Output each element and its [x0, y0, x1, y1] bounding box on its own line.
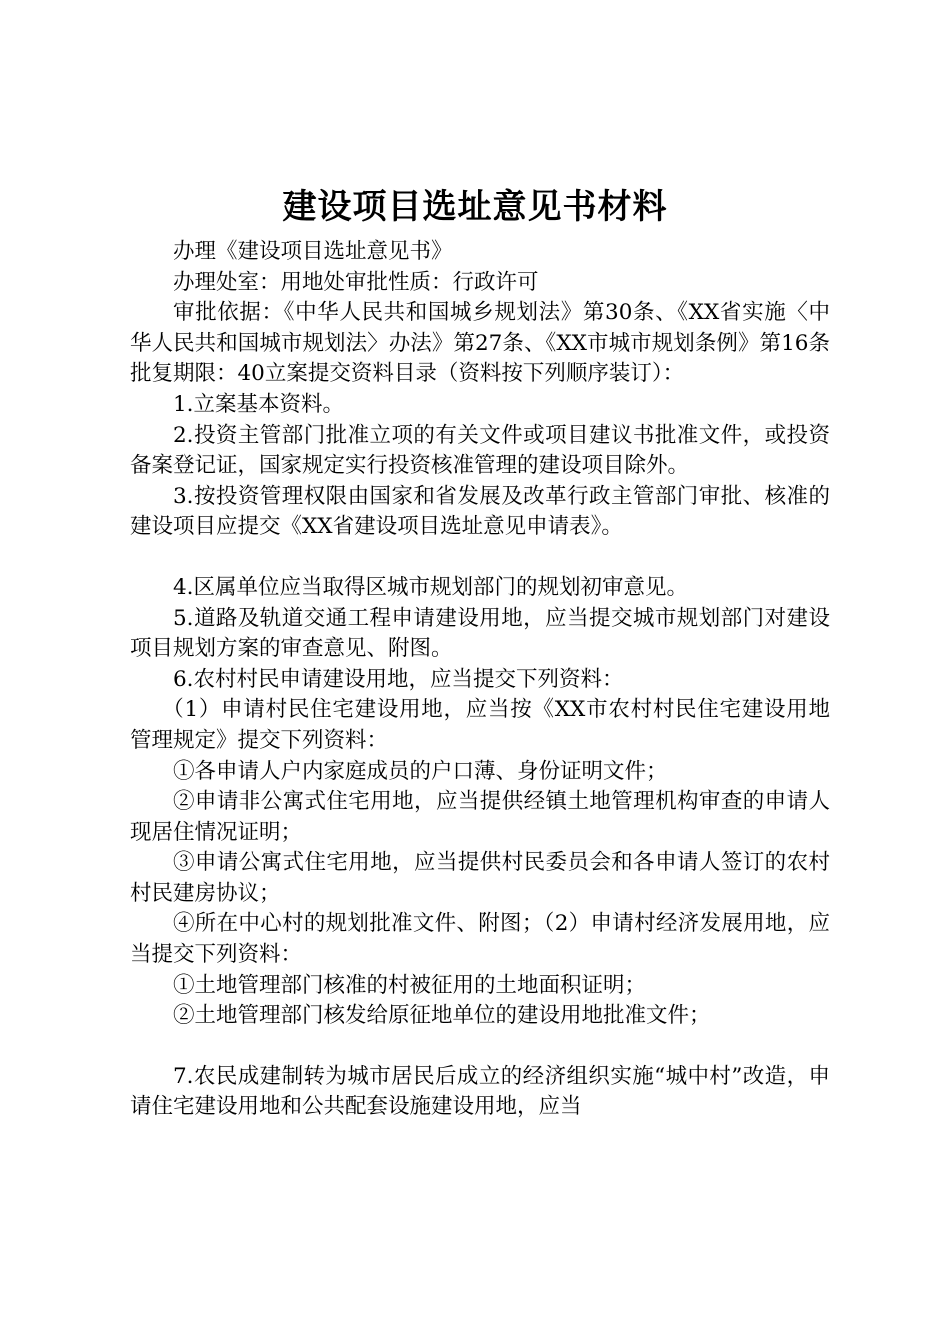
- paragraph-item-5: 5.道路及轨道交通工程申请建设用地，应当提交城市规划部门对建设项目规划方案的审查意见、附图。: [130, 605, 830, 662]
- paragraph-circled-3: ③申请公寓式住宅用地，应当提供村民委员会和各申请人签订的农村村民建房协议；: [130, 850, 830, 906]
- paragraph-sub-2-circled-1: ①土地管理部门核准的村被征用的土地面积证明；: [173, 972, 647, 998]
- paragraph-item-7: 7.农民成建制转为城市居民后成立的经济组织实施“城中村”改造，申请住宅建设用地和公共配套设施建设用地，应当: [130, 1063, 830, 1120]
- paragraph-circled-4: ④所在中心村的规划批准文件、附图；（2）申请村经济发展用地，应当提交下列资料：: [130, 911, 830, 968]
- paragraph-item-3: 3.按投资管理权限由国家和省发展及改革行政主管部门审批、核准的建设项目应提交《XX省建设项目选址意见申请表》。: [130, 483, 830, 540]
- paragraph-item-2: 2.投资主管部门批准立项的有关文件或项目建议书批准文件，或投资备案登记证，国家规定实行投资核准管理的建设项目除外。: [130, 422, 830, 479]
- paragraph-handle-item: 办理《建设项目选址意见书》: [173, 239, 453, 264]
- paragraph-approval-basis: 审批依据：《中华人民共和国城乡规划法》第30条、《XX省实施〈中华人民共和国城市规划法〉办法》第27条、《XX市城市规划条例》第16条批复期限：40立案提交资料目录（资料按下列顺序装订）：: [130, 300, 830, 387]
- paragraph-circled-2: ②申请非公寓式住宅用地，应当提供经镇土地管理机构审查的申请人现居住情况证明；: [130, 789, 830, 845]
- paragraph-item-6: 6.农村村民申请建设用地，应当提交下列资料：: [173, 666, 624, 692]
- paragraph-sub-2-circled-2: ②土地管理部门核发给原征地单位的建设用地批准文件；: [173, 1003, 711, 1029]
- paragraph-item-1: 1.立案基本资料。: [173, 391, 345, 417]
- document-body: [130, 237, 830, 1123]
- paragraph-item-6-sub-1: （1）申请村民住宅建设用地，应当按《XX市农村村民住宅建设用地管理规定》提交下列资料：: [130, 697, 830, 753]
- paragraph-circled-1: ①各申请人户内家庭成员的户口薄、身份证明文件；: [173, 758, 668, 784]
- paragraph-item-4: 4.区属单位应当取得区城市规划部门的规划初审意见。: [173, 574, 689, 600]
- paragraph-handling-office: 办理处室：用地处审批性质：行政许可: [173, 269, 539, 295]
- document-title: 建设项目选址意见书材料: [282, 187, 668, 227]
